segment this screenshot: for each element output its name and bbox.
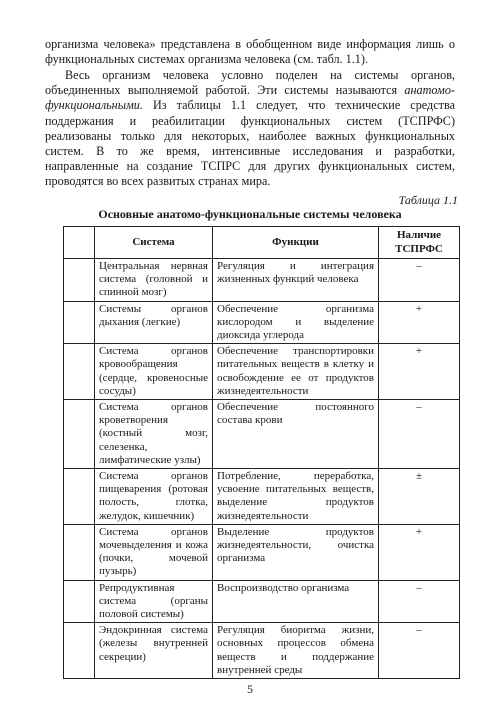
functions-cell: Обеспечение постоянного состава крови — [213, 400, 379, 469]
system-cell: Эндокринная система (железы внутренней секреции) — [95, 623, 213, 679]
paragraph-intro-text: организма человека» представлена в обобщенном виде информация лишь о функциональных системах организма человека (см. табл. 1.1). — [45, 37, 455, 67]
table-row — [64, 400, 460, 469]
functions-cell: Регуляция биоритма жизни, основных процессов обмена веществ и поддержание внутренней среды — [213, 623, 379, 679]
page-number: 5 — [247, 682, 253, 696]
paragraph-systems-text-a: Весь организм человека условно поделен на системы органов, объединенных выполняемой работой. Эти системы называются — [45, 68, 455, 98]
availability-cell: + — [379, 301, 460, 344]
system-cell: Центральная нервная система (головной и спинной мозг) — [95, 259, 213, 302]
table-header-row — [64, 227, 460, 259]
table-body — [64, 259, 460, 679]
system-cell: Репродуктивная система (органы половой системы) — [95, 580, 213, 623]
paragraph-systems — [45, 68, 455, 190]
row-index-cell — [64, 580, 95, 623]
availability-cell: – — [379, 580, 460, 623]
table-row — [64, 524, 460, 580]
system-cell: Система органов кровообращения (сердце, кровеносные сосуды) — [95, 344, 213, 400]
table-title: Основные анатомо-функциональные системы человека — [98, 207, 402, 221]
paragraph-systems-emphasis: анатомо-функциональными. — [45, 83, 455, 113]
table-row — [64, 623, 460, 679]
row-index-cell — [64, 623, 95, 679]
system-cell: Системы органов дыхания (легкие) — [95, 301, 213, 344]
functions-cell: Выделение продуктов жизнедеятельности, очистка организма — [213, 524, 379, 580]
table-row — [64, 580, 460, 623]
table-row — [64, 301, 460, 344]
header-availability: Наличие ТСПРФС — [379, 227, 460, 259]
availability-cell: ± — [379, 469, 460, 525]
header-functions: Функции — [213, 227, 379, 259]
availability-cell: + — [379, 344, 460, 400]
system-cell: Система органов мочевыделения и кожа (почки, мочевой пузырь) — [95, 524, 213, 580]
table-caption: Таблица 1.1 — [398, 193, 458, 207]
paragraph-intro — [45, 37, 455, 67]
row-index-cell — [64, 524, 95, 580]
functions-cell: Обеспечение организма кислородом и выделение диоксида углерода — [213, 301, 379, 344]
row-index-cell — [64, 301, 95, 344]
functions-cell: Потребление, переработка, усвоение питательных веществ, выделение продуктов жизнедеятельности — [213, 469, 379, 525]
table-row — [64, 344, 460, 400]
table-row — [64, 259, 460, 302]
header-system: Система — [95, 227, 213, 259]
row-index-cell — [64, 259, 95, 302]
availability-cell: – — [379, 400, 460, 469]
row-index-cell — [64, 344, 95, 400]
functions-cell: Воспроизводство организма — [213, 580, 379, 623]
row-index-cell — [64, 400, 95, 469]
availability-cell: + — [379, 524, 460, 580]
systems-table — [63, 226, 460, 679]
functions-cell: Регуляция и интеграция жизненных функций человека — [213, 259, 379, 302]
availability-cell: – — [379, 623, 460, 679]
availability-cell: – — [379, 259, 460, 302]
table-row — [64, 469, 460, 525]
system-cell: Система органов кроветворения (костный мозг, селезенка, лимфатические узлы) — [95, 400, 213, 469]
paragraph-systems-text-b: Из таблицы 1.1 следует, что технические средства поддержания и реабилитации функциональных систем (ТСПРФС) реализованы только для некоторых, наиболее важных функциональных систем. В то же время, интенсивные исследования и разработки, направленные на создание ТСПРС для других функциональных систем, проводятся во всех развитых странах мира. — [45, 98, 455, 189]
header-index — [64, 227, 95, 259]
system-cell: Система органов пищеварения (ротовая полость, глотка, желудок, кишечник) — [95, 469, 213, 525]
functions-cell: Обеспечение транспортировки питательных веществ в клетку и освобождение ее от продуктов жизнедеятельности — [213, 344, 379, 400]
row-index-cell — [64, 469, 95, 525]
